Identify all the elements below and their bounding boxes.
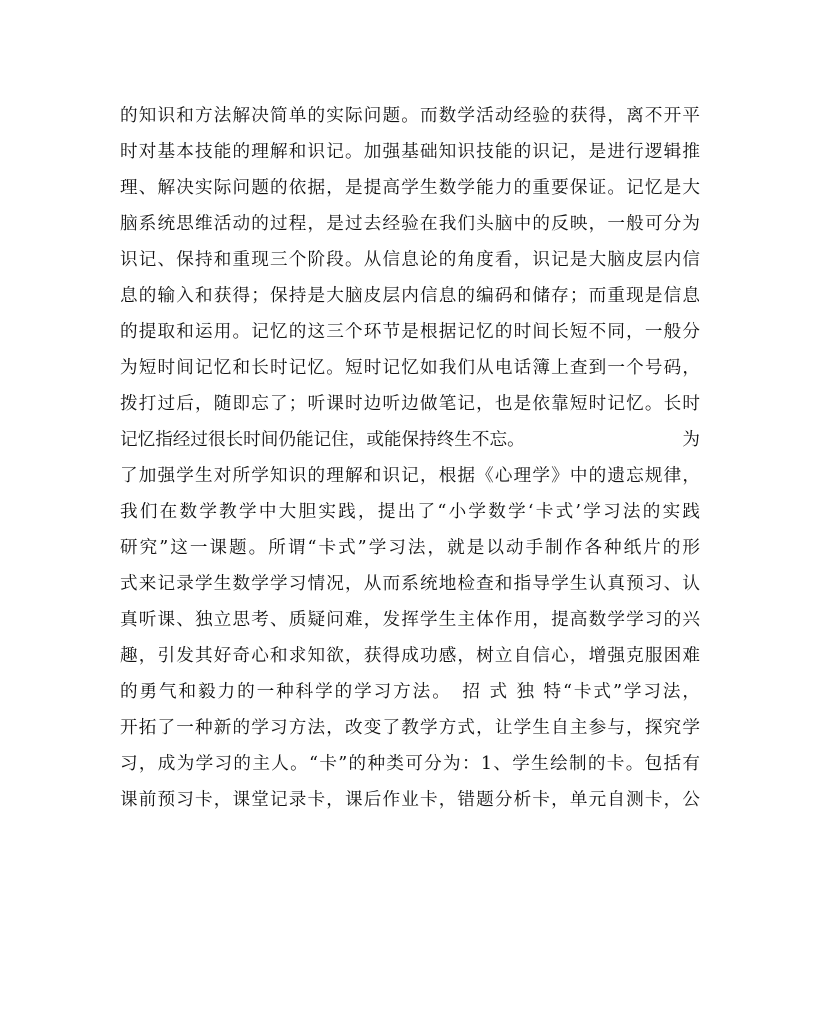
text-line: 识记、保持和重现三个阶段。从信息论的角度看，识记是大脑皮层内信: [120, 250, 700, 270]
text-line: 的知识和方法解决简单的实际问题。而数学活动经验的获得，离不开平: [120, 106, 700, 126]
text-line-end: 为: [682, 430, 700, 450]
text-line-start: 记忆指经过很长时间仍能记住，或能保持终生不忘。: [120, 430, 525, 450]
text-line: 趣，引发其好奇心和求知欲，获得成功感，树立自信心，增强克服困难: [120, 646, 700, 666]
text-line: 课前预习卡，课堂记录卡，课后作业卡，错题分析卡，单元自测卡，公: [120, 790, 700, 810]
text-line: 真听课、独立思考、质疑问难，发挥学生主体作用，提高数学学习的兴: [120, 610, 700, 630]
text-line: 拨打过后，随即忘了；听课时边听边做笔记，也是依靠短时记忆。长时: [120, 394, 700, 414]
text-line: 理、解决实际问题的依据，是提高学生数学能力的重要保证。记忆是大: [120, 178, 700, 198]
text-line: 为短时间记忆和长时记忆。短时记忆如我们从电话簿上查到一个号码，: [120, 358, 700, 378]
text-line: 时对基本技能的理解和识记。加强基础知识技能的识记，是进行逻辑推: [120, 142, 700, 162]
text-line: 式来记录学生数学学习情况，从而系统地检查和指导学生认真预习、认: [120, 574, 700, 594]
text-line: 研究”这一课题。所谓“卡式”学习法，就是以动手制作各种纸片的形: [120, 538, 700, 558]
text-line: 息的输入和获得；保持是大脑皮层内信息的编码和储存；而重现是信息: [120, 286, 700, 306]
text-line: 的提取和运用。记忆的这三个环节是根据记忆的时间长短不同，一般分: [120, 322, 700, 342]
text-line: 了加强学生对所学知识的理解和识记，根据《心理学》中的遗忘规律，: [120, 466, 700, 486]
text-line: 我们在数学教学中大胆实践，提出了“小学数学‘卡式’学习法的实践: [120, 502, 700, 522]
text-line: 脑系统思维活动的过程，是过去经验在我们头脑中的反映，一般可分为: [120, 214, 700, 234]
text-line: 习，成为学习的主人。“卡”的种类可分为：1、学生绘制的卡。包括有: [120, 754, 700, 774]
text-line: [120, 422, 700, 458]
text-line: 的勇气和毅力的一种科学的学习方法。 招 式 独 特“卡式”学习法，: [120, 682, 700, 702]
text-line: 开拓了一种新的学习方法，改变了教学方式，让学生自主参与，探究学: [120, 718, 700, 738]
